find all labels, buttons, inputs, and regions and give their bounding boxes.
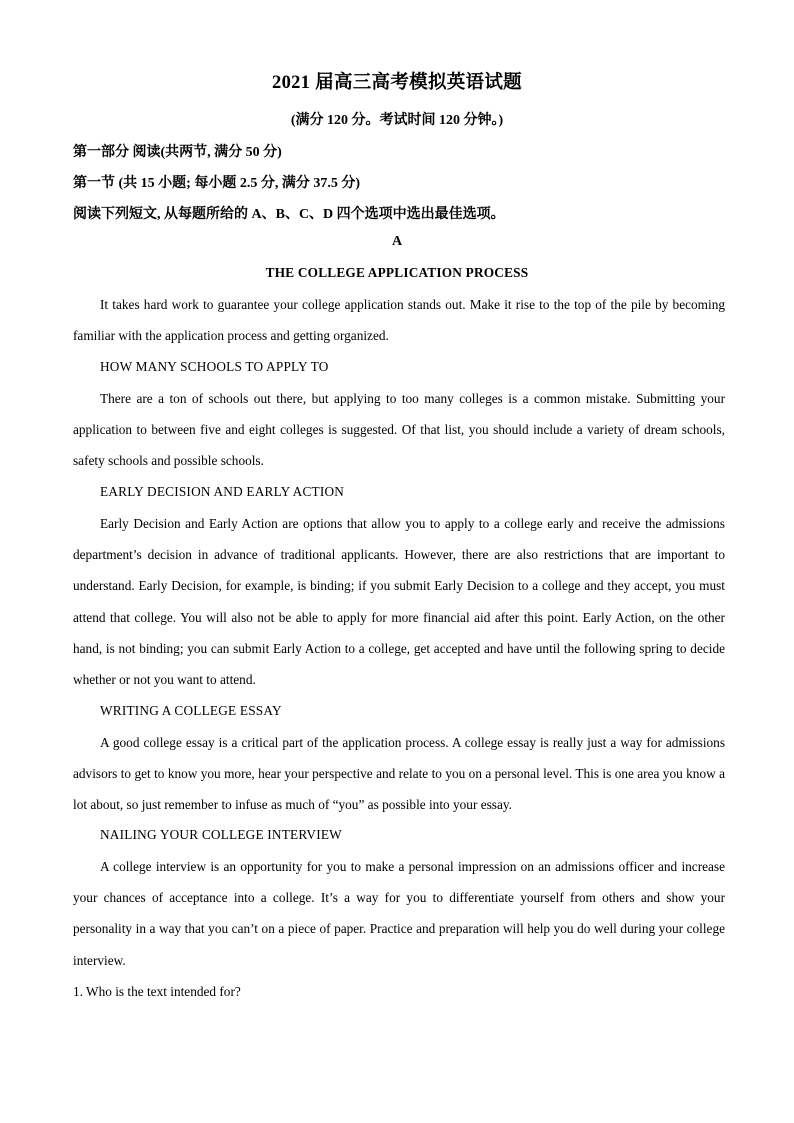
section-heading-interview: NAILING YOUR COLLEGE INTERVIEW: [100, 827, 342, 842]
section-body-interview: A college interview is an opportunity for you to make a personal impression on an admissions officer and increase your chances of acceptance into a college. It’s a way for you to differentiate yourself from others and show your personality in a way that you can’t on a piece of paper. Practice and preparation will help you do well during your college interview.: [73, 859, 725, 968]
passage-letter: A: [391, 234, 403, 249]
exam-title: 2021 届高三高考模拟英语试题: [272, 73, 522, 93]
section-body-early: Early Decision and Early Action are options that allow you to apply to a college early and receive the admissions department’s decision in advance of traditional applicants. However, there are also restrictions that are important to understand. Early Decision, for example, is binding; if you submit Early Decision to a college and they accept, you must attend that college. You will also not be able to apply for more financial aid after this point. Early Action, on the other hand, is not binding; you can submit Early Action to a college, get accepted and have until the following spring to decide whether or not you want to attend.: [73, 516, 725, 688]
passage-title: THE COLLEGE APPLICATION PROCESS: [265, 265, 529, 280]
question-1: 1. Who is the text intended for?: [73, 984, 241, 999]
section-heading-essay: WRITING A COLLEGE ESSAY: [100, 703, 282, 718]
section-heading-early: EARLY DECISION AND EARLY ACTION: [100, 484, 345, 499]
intro-paragraph: It takes hard work to guarantee your college application stands out. Make it rise to the top of the pile by becoming familiar with the application process and getting organized.: [73, 297, 725, 344]
section-body-essay: A good college essay is a critical part of the application process. A college essay is really just a way for admissions advisors to get to know you more, hear your perspective and relate to you on a personal level. This is one area you know a lot about, so just remember to infuse as much of “you” as possible into your essay.: [73, 735, 725, 813]
instruction-text: 阅读下列短文, 从每题所给的 A、B、C、D 四个选项中选出最佳选项。: [73, 207, 505, 222]
section-body-schools: There are a ton of schools out there, but applying to too many colleges is a common mistake. Submitting your application to between five and eight colleges is suggested. Of that list, you should include a variety of dream schools, safety schools and possible schools.: [73, 391, 725, 469]
exam-subtitle: (满分 120 分。考试时间 120 分钟。): [290, 113, 504, 128]
section-heading: 第一节 (共 15 小题; 每小题 2.5 分, 满分 37.5 分): [73, 176, 360, 191]
section-heading-schools: HOW MANY SCHOOLS TO APPLY TO: [100, 359, 329, 374]
part-heading: 第一部分 阅读(共两节, 满分 50 分): [73, 145, 282, 160]
